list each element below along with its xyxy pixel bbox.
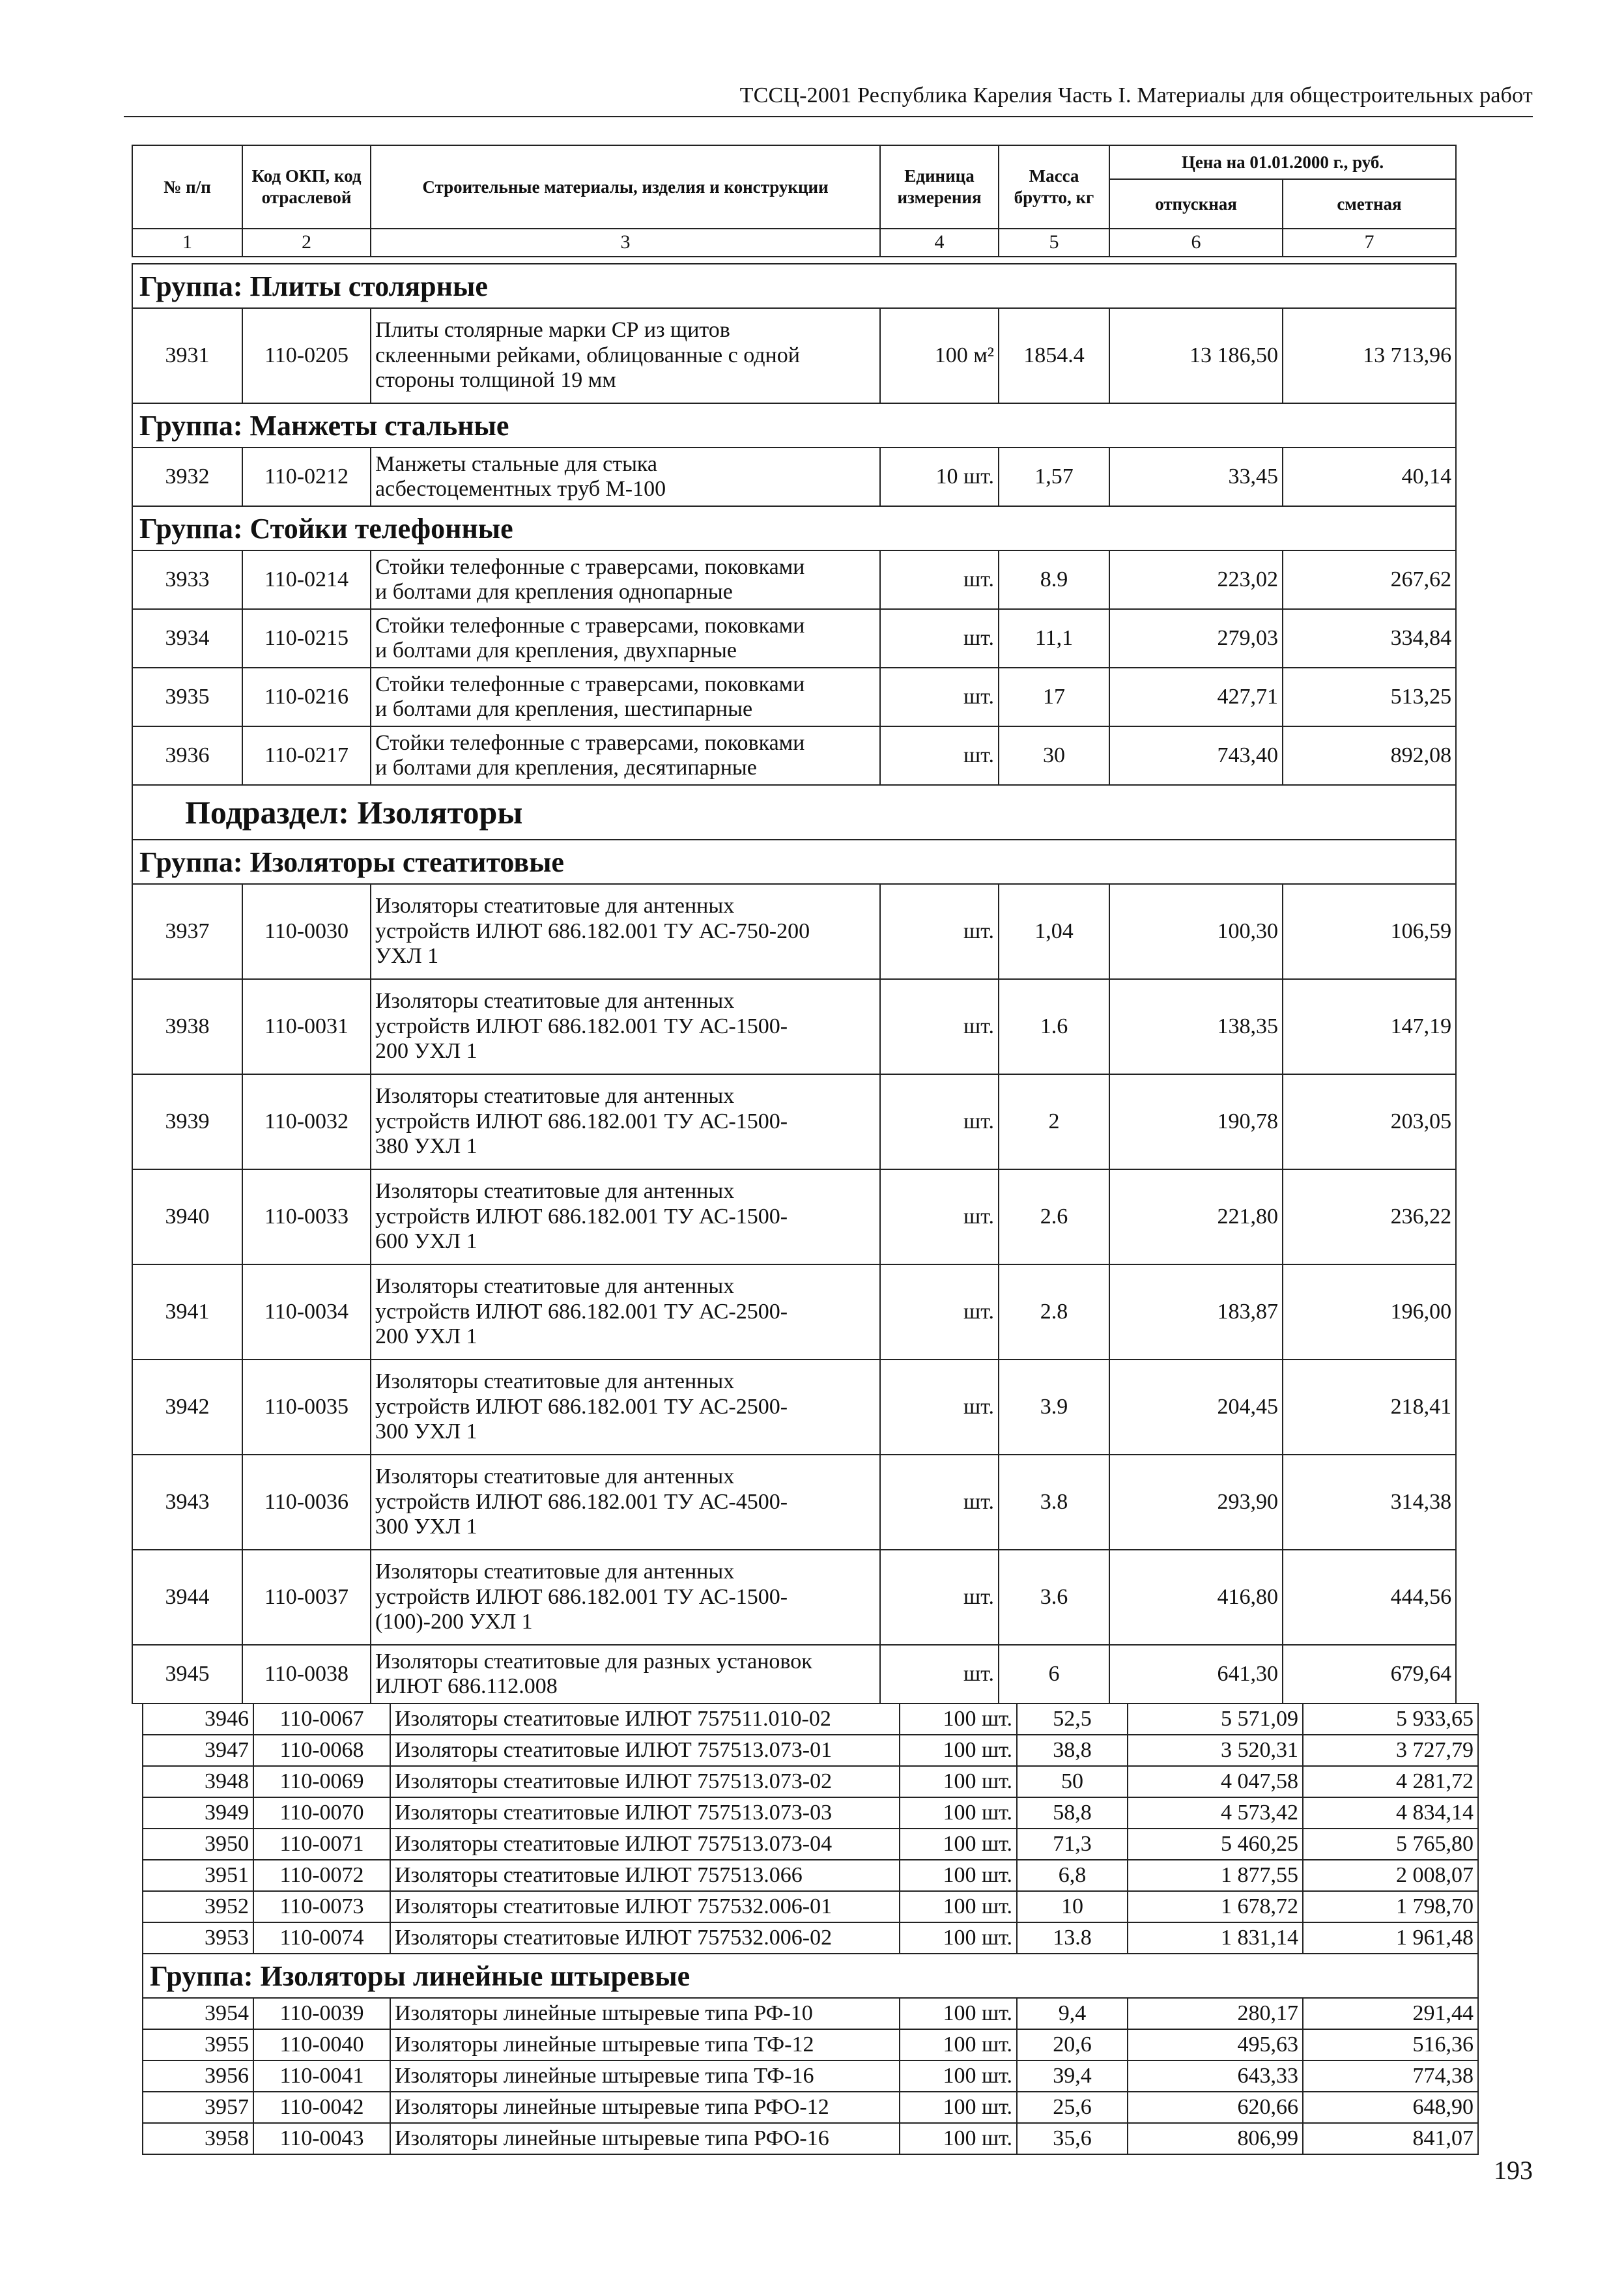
row-price-release: 641,30	[1109, 1645, 1283, 1703]
description-line: 380 УХЛ 1	[375, 1134, 477, 1159]
description-line: и болтами для крепления однопарные	[375, 580, 733, 604]
row-mass: 2	[999, 1074, 1109, 1169]
row-code: 110-0214	[242, 550, 371, 609]
row-unit: 100 шт.	[900, 1891, 1017, 1922]
row-description: Изоляторы стеатитовые ИЛЮТ 757511.010-02	[390, 1703, 900, 1735]
row-code: 110-0041	[253, 2060, 390, 2092]
row-code: 110-0072	[253, 1860, 390, 1891]
row-unit: шт.	[880, 979, 999, 1074]
table-row	[132, 1074, 1456, 1169]
row-price-estimate: 5 933,65	[1303, 1703, 1478, 1735]
table-row	[132, 726, 1456, 785]
row-mass: 17	[999, 668, 1109, 726]
col-header-n: № п/п	[132, 145, 242, 229]
table-row	[143, 2123, 1478, 2154]
row-code: 110-0038	[242, 1645, 371, 1703]
row-code: 110-0030	[242, 884, 371, 979]
row-description	[371, 1169, 880, 1264]
description-line: и болтами для крепления, десятипарные	[375, 756, 757, 780]
col-number: 4	[880, 229, 999, 257]
description-line: склеенными рейками, облицованные с одной	[375, 343, 800, 367]
row-number: 3939	[132, 1074, 242, 1169]
row-mass: 1.6	[999, 979, 1109, 1074]
row-mass: 13.8	[1017, 1922, 1128, 1954]
row-code: 110-0042	[253, 2092, 390, 2123]
row-number: 3932	[132, 448, 242, 506]
row-price-release: 279,03	[1109, 609, 1283, 668]
row-price-release: 100,30	[1109, 884, 1283, 979]
row-price-release: 416,80	[1109, 1550, 1283, 1645]
col-header-price-release: отпускная	[1109, 179, 1283, 229]
row-price-release: 1 831,14	[1128, 1922, 1303, 1954]
row-price-release: 138,35	[1109, 979, 1283, 1074]
row-price-release: 204,45	[1109, 1360, 1283, 1455]
row-code: 110-0039	[253, 1998, 390, 2029]
row-unit: 100 шт.	[900, 1735, 1017, 1766]
row-number: 3947	[143, 1735, 253, 1766]
col-header-price: Цена на 01.01.2000 г., руб.	[1109, 145, 1456, 179]
row-unit: 100 шт.	[900, 2092, 1017, 2123]
description-line: Плиты столярные марки СР из щитов	[375, 318, 730, 343]
table-row	[143, 1998, 1478, 2029]
row-price-estimate: 106,59	[1283, 884, 1456, 979]
row-mass: 8.9	[999, 550, 1109, 609]
row-code: 110-0074	[253, 1922, 390, 1954]
running-header: ТССЦ-2001 Республика Карелия Часть I. Материалы для общестроительных работ	[739, 83, 1533, 107]
row-price-estimate: 236,22	[1283, 1169, 1456, 1264]
description-line: устройств ИЛЮТ 686.182.001 ТУ АС-1500-	[375, 1204, 788, 1229]
row-number: 3948	[143, 1766, 253, 1797]
row-number: 3949	[143, 1797, 253, 1829]
row-number: 3931	[132, 308, 242, 403]
row-unit: шт.	[880, 726, 999, 785]
row-code: 110-0036	[242, 1455, 371, 1550]
row-price-release: 280,17	[1128, 1998, 1303, 2029]
row-price-estimate: 3 727,79	[1303, 1735, 1478, 1766]
row-code: 110-0067	[253, 1703, 390, 1735]
row-code: 110-0034	[242, 1264, 371, 1360]
row-price-release: 221,80	[1109, 1169, 1283, 1264]
table-row	[132, 1169, 1456, 1264]
description-line: 200 УХЛ 1	[375, 1039, 477, 1064]
row-unit: 100 шт.	[900, 1998, 1017, 2029]
description-line: Изоляторы стеатитовые для антенных	[375, 894, 735, 919]
row-price-estimate: 2 008,07	[1303, 1860, 1478, 1891]
table-row	[143, 2029, 1478, 2060]
row-number: 3958	[143, 2123, 253, 2154]
row-price-release: 643,33	[1128, 2060, 1303, 2092]
row-code: 110-0071	[253, 1829, 390, 1860]
row-price-release: 5 460,25	[1128, 1829, 1303, 1860]
row-price-release: 183,87	[1109, 1264, 1283, 1360]
description-line: устройств ИЛЮТ 686.182.001 ТУ АС-2500-	[375, 1394, 788, 1419]
row-description: Изоляторы стеатитовые ИЛЮТ 757513.073-01	[390, 1735, 900, 1766]
row-price-estimate: 1 961,48	[1303, 1922, 1478, 1954]
row-price-estimate: 147,19	[1283, 979, 1456, 1074]
row-description	[371, 1645, 880, 1703]
row-price-estimate: 444,56	[1283, 1550, 1456, 1645]
row-price-release: 13 186,50	[1109, 308, 1283, 403]
description-line: Изоляторы стеатитовые для антенных	[375, 1369, 735, 1394]
description-line: асбестоцементных труб М-100	[375, 477, 666, 501]
row-price-release: 4 047,58	[1128, 1766, 1303, 1797]
row-price-estimate: 13 713,96	[1283, 308, 1456, 403]
table-row	[143, 1766, 1478, 1797]
row-code: 110-0205	[242, 308, 371, 403]
row-price-release: 495,63	[1128, 2029, 1303, 2060]
row-unit: 100 шт.	[900, 1860, 1017, 1891]
row-unit: 100 шт.	[900, 1703, 1017, 1735]
row-mass: 30	[999, 726, 1109, 785]
row-code: 110-0035	[242, 1360, 371, 1455]
row-mass: 1,04	[999, 884, 1109, 979]
row-description	[371, 1550, 880, 1645]
row-code: 110-0037	[242, 1550, 371, 1645]
col-header-code: Код ОКП, код отраслевой	[242, 145, 371, 229]
description-line: Стойки телефонные с траверсами, поковками	[375, 613, 805, 638]
page-number: 193	[1494, 2156, 1533, 2185]
group-title-row	[132, 264, 1456, 308]
group-title-row	[132, 506, 1456, 550]
table-row	[143, 1922, 1478, 1954]
row-mass: 10	[1017, 1891, 1128, 1922]
row-price-release: 1 877,55	[1128, 1860, 1303, 1891]
row-number: 3955	[143, 2029, 253, 2060]
description-line: Стойки телефонные с траверсами, поковками	[375, 672, 805, 696]
table-row	[143, 1797, 1478, 1829]
row-description	[371, 308, 880, 403]
row-price-release: 806,99	[1128, 2123, 1303, 2154]
description-line: и болтами для крепления, шестипарные	[375, 697, 753, 721]
table-row	[132, 1550, 1456, 1645]
row-unit: 100 шт.	[900, 1922, 1017, 1954]
row-price-estimate: 5 765,80	[1303, 1829, 1478, 1860]
row-description	[371, 1360, 880, 1455]
row-unit: 100 м²	[880, 308, 999, 403]
row-description: Изоляторы линейные штыревые типа РФ-10	[390, 1998, 900, 2029]
row-number: 3940	[132, 1169, 242, 1264]
row-price-release: 1 678,72	[1128, 1891, 1303, 1922]
row-code: 110-0215	[242, 609, 371, 668]
row-price-estimate: 218,41	[1283, 1360, 1456, 1455]
row-price-release: 620,66	[1128, 2092, 1303, 2123]
row-number: 3950	[143, 1829, 253, 1860]
description-line: Стойки телефонные с траверсами, поковками	[375, 554, 805, 579]
description-line: устройств ИЛЮТ 686.182.001 ТУ АС-1500-	[375, 1584, 788, 1609]
table-row	[143, 1860, 1478, 1891]
price-table-lower	[142, 1703, 1479, 2155]
row-number: 3935	[132, 668, 242, 726]
row-price-estimate: 267,62	[1283, 550, 1456, 609]
description-line: Стойки телефонные с траверсами, поковками	[375, 730, 805, 755]
row-code: 110-0043	[253, 2123, 390, 2154]
row-description	[371, 448, 880, 506]
row-price-estimate: 679,64	[1283, 1645, 1456, 1703]
description-line: 600 УХЛ 1	[375, 1229, 477, 1254]
row-number: 3934	[132, 609, 242, 668]
row-code: 110-0217	[242, 726, 371, 785]
col-number: 1	[132, 229, 242, 257]
row-number: 3946	[143, 1703, 253, 1735]
table-row	[132, 1645, 1456, 1703]
row-code: 110-0031	[242, 979, 371, 1074]
row-mass: 9,4	[1017, 1998, 1128, 2029]
table-row	[132, 1455, 1456, 1550]
row-price-estimate: 4 834,14	[1303, 1797, 1478, 1829]
row-number: 3952	[143, 1891, 253, 1922]
row-mass: 3.8	[999, 1455, 1109, 1550]
row-unit: 100 шт.	[900, 2060, 1017, 2092]
row-code: 110-0040	[253, 2029, 390, 2060]
table-header	[132, 145, 1457, 257]
row-mass: 1,57	[999, 448, 1109, 506]
row-unit: шт.	[880, 668, 999, 726]
description-line: стороны толщиной 19 мм	[375, 368, 616, 393]
row-description: Изоляторы стеатитовые ИЛЮТ 757513.073-03	[390, 1797, 900, 1829]
row-price-estimate: 291,44	[1303, 1998, 1478, 2029]
row-unit: 100 шт.	[900, 1766, 1017, 1797]
table-row	[132, 979, 1456, 1074]
row-mass: 3.9	[999, 1360, 1109, 1455]
row-price-estimate: 314,38	[1283, 1455, 1456, 1550]
row-price-release: 4 573,42	[1128, 1797, 1303, 1829]
row-description: Изоляторы линейные штыревые типа РФО-12	[390, 2092, 900, 2123]
row-code: 110-0216	[242, 668, 371, 726]
row-unit: 100 шт.	[900, 2123, 1017, 2154]
row-description: Изоляторы стеатитовые ИЛЮТ 757532.006-01	[390, 1891, 900, 1922]
description-line: и болтами для крепления, двухпарные	[375, 638, 737, 663]
row-number: 3956	[143, 2060, 253, 2092]
row-unit: 100 шт.	[900, 1829, 1017, 1860]
group-title: Группа: Изоляторы линейные штыревые	[143, 1954, 1478, 1998]
row-description	[371, 550, 880, 609]
col-header-mass: Масса брутто, кг	[999, 145, 1109, 229]
row-unit: шт.	[880, 884, 999, 979]
table-row	[143, 1703, 1478, 1735]
col-header-price-estimate: сметная	[1283, 179, 1456, 229]
row-price-release: 3 520,31	[1128, 1735, 1303, 1766]
row-unit: 100 шт.	[900, 1797, 1017, 1829]
description-line: ИЛЮТ 686.112.008	[375, 1674, 558, 1698]
row-number: 3944	[132, 1550, 242, 1645]
row-mass: 2.8	[999, 1264, 1109, 1360]
description-line: устройств ИЛЮТ 686.182.001 ТУ АС-4500-	[375, 1489, 788, 1514]
row-code: 110-0068	[253, 1735, 390, 1766]
row-code: 110-0070	[253, 1797, 390, 1829]
row-description: Изоляторы линейные штыревые типа ТФ-12	[390, 2029, 900, 2060]
row-mass: 11,1	[999, 609, 1109, 668]
table-row	[132, 668, 1456, 726]
row-number: 3933	[132, 550, 242, 609]
table-row	[132, 609, 1456, 668]
row-code: 110-0073	[253, 1891, 390, 1922]
row-price-release: 223,02	[1109, 550, 1283, 609]
row-unit: шт.	[880, 1360, 999, 1455]
group-title-row	[132, 840, 1456, 884]
table-row	[143, 2092, 1478, 2123]
row-price-estimate: 892,08	[1283, 726, 1456, 785]
row-price-release: 427,71	[1109, 668, 1283, 726]
row-description	[371, 668, 880, 726]
col-number: 5	[999, 229, 1109, 257]
col-header-material: Строительные материалы, изделия и конструкции	[371, 145, 880, 229]
row-code: 110-0032	[242, 1074, 371, 1169]
row-mass: 1854.4	[999, 308, 1109, 403]
row-price-release: 743,40	[1109, 726, 1283, 785]
col-number: 6	[1109, 229, 1283, 257]
header-rule	[124, 116, 1533, 117]
description-line: Изоляторы стеатитовые для антенных	[375, 1274, 735, 1299]
table-row	[143, 2060, 1478, 2092]
row-mass: 39,4	[1017, 2060, 1128, 2092]
row-mass: 20,6	[1017, 2029, 1128, 2060]
group-title: Группа: Плиты столярные	[132, 264, 1456, 308]
row-mass: 6,8	[1017, 1860, 1128, 1891]
row-price-estimate: 203,05	[1283, 1074, 1456, 1169]
row-description: Изоляторы стеатитовые ИЛЮТ 757513.073-04	[390, 1829, 900, 1860]
description-line: 300 УХЛ 1	[375, 1419, 477, 1444]
row-unit: шт.	[880, 1074, 999, 1169]
description-line: Изоляторы стеатитовые для антенных	[375, 1560, 735, 1584]
table-row	[132, 550, 1456, 609]
row-number: 3937	[132, 884, 242, 979]
row-number: 3943	[132, 1455, 242, 1550]
description-line: Изоляторы стеатитовые для разных установок	[375, 1649, 812, 1674]
row-description	[371, 1264, 880, 1360]
row-unit: шт.	[880, 609, 999, 668]
row-description	[371, 726, 880, 785]
row-price-estimate: 196,00	[1283, 1264, 1456, 1360]
row-mass: 6	[999, 1645, 1109, 1703]
table-row	[143, 1735, 1478, 1766]
row-unit: 100 шт.	[900, 2029, 1017, 2060]
description-line: Изоляторы стеатитовые для антенных	[375, 1464, 735, 1489]
col-number: 7	[1283, 229, 1456, 257]
row-price-estimate: 4 281,72	[1303, 1766, 1478, 1797]
table-row	[132, 308, 1456, 403]
row-price-release: 190,78	[1109, 1074, 1283, 1169]
description-line: (100)-200 УХЛ 1	[375, 1610, 533, 1634]
description-line: устройств ИЛЮТ 686.182.001 ТУ АС-1500-	[375, 1014, 788, 1038]
subsection-title: Подраздел: Изоляторы	[132, 785, 1456, 840]
row-mass: 58,8	[1017, 1797, 1128, 1829]
description-line: Изоляторы стеатитовые для антенных	[375, 1179, 735, 1204]
row-description	[371, 1074, 880, 1169]
group-title-row	[132, 403, 1456, 448]
col-header-unit: Единица измерения	[880, 145, 999, 229]
row-price-release: 293,90	[1109, 1455, 1283, 1550]
row-mass: 52,5	[1017, 1703, 1128, 1735]
row-unit: шт.	[880, 1645, 999, 1703]
row-description: Изоляторы стеатитовые ИЛЮТ 757532.006-02	[390, 1922, 900, 1954]
row-price-release: 5 571,09	[1128, 1703, 1303, 1735]
row-price-estimate: 1 798,70	[1303, 1891, 1478, 1922]
group-title: Группа: Изоляторы стеатитовые	[132, 840, 1456, 884]
description-line: устройств ИЛЮТ 686.182.001 ТУ АС-1500-	[375, 1109, 788, 1133]
row-number: 3953	[143, 1922, 253, 1954]
row-price-release: 33,45	[1109, 448, 1283, 506]
row-description: Изоляторы стеатитовые ИЛЮТ 757513.066	[390, 1860, 900, 1891]
row-code: 110-0069	[253, 1766, 390, 1797]
table-row	[132, 884, 1456, 979]
description-line: устройств ИЛЮТ 686.182.001 ТУ АС-2500-	[375, 1299, 788, 1324]
row-number: 3945	[132, 1645, 242, 1703]
row-price-estimate: 334,84	[1283, 609, 1456, 668]
row-code: 110-0033	[242, 1169, 371, 1264]
description-line: УХЛ 1	[375, 944, 439, 969]
table-row	[132, 1360, 1456, 1455]
row-price-estimate: 774,38	[1303, 2060, 1478, 2092]
row-number: 3957	[143, 2092, 253, 2123]
row-mass: 2.6	[999, 1169, 1109, 1264]
row-price-estimate: 516,36	[1303, 2029, 1478, 2060]
row-mass: 50	[1017, 1766, 1128, 1797]
group-title: Группа: Стойки телефонные	[132, 506, 1456, 550]
row-unit: шт.	[880, 1264, 999, 1360]
row-number: 3936	[132, 726, 242, 785]
table-row	[132, 1264, 1456, 1360]
row-unit: шт.	[880, 1169, 999, 1264]
row-description	[371, 979, 880, 1074]
row-description: Изоляторы линейные штыревые типа РФО-16	[390, 2123, 900, 2154]
description-line: Манжеты стальные для стыка	[375, 451, 658, 476]
table-row	[143, 1829, 1478, 1860]
table-row	[143, 1891, 1478, 1922]
row-unit: шт.	[880, 1455, 999, 1550]
row-number: 3942	[132, 1360, 242, 1455]
row-description	[371, 609, 880, 668]
row-unit: 10 шт.	[880, 448, 999, 506]
row-number: 3951	[143, 1860, 253, 1891]
description-line: Изоляторы стеатитовые для антенных	[375, 989, 735, 1014]
row-description	[371, 884, 880, 979]
row-description	[371, 1455, 880, 1550]
description-line: 300 УХЛ 1	[375, 1515, 477, 1539]
row-number: 3941	[132, 1264, 242, 1360]
row-price-estimate: 648,90	[1303, 2092, 1478, 2123]
row-code: 110-0212	[242, 448, 371, 506]
row-mass: 71,3	[1017, 1829, 1128, 1860]
row-price-estimate: 513,25	[1283, 668, 1456, 726]
row-mass: 38,8	[1017, 1735, 1128, 1766]
description-line: 200 УХЛ 1	[375, 1324, 477, 1349]
table-row	[132, 448, 1456, 506]
col-number: 3	[371, 229, 880, 257]
row-price-estimate: 40,14	[1283, 448, 1456, 506]
row-price-estimate: 841,07	[1303, 2123, 1478, 2154]
row-mass: 35,6	[1017, 2123, 1128, 2154]
row-unit: шт.	[880, 1550, 999, 1645]
subsection-title-row	[132, 785, 1456, 840]
row-mass: 3.6	[999, 1550, 1109, 1645]
price-table-upper	[132, 263, 1457, 1704]
description-line: Изоляторы стеатитовые для антенных	[375, 1084, 735, 1109]
row-unit: шт.	[880, 550, 999, 609]
row-number: 3938	[132, 979, 242, 1074]
description-line: устройств ИЛЮТ 686.182.001 ТУ АС-750-200	[375, 919, 810, 943]
row-mass: 25,6	[1017, 2092, 1128, 2123]
row-description: Изоляторы стеатитовые ИЛЮТ 757513.073-02	[390, 1766, 900, 1797]
row-number: 3954	[143, 1998, 253, 2029]
col-number: 2	[242, 229, 371, 257]
group-title: Группа: Манжеты стальные	[132, 403, 1456, 448]
group-title-row	[143, 1954, 1478, 1998]
row-description: Изоляторы линейные штыревые типа ТФ-16	[390, 2060, 900, 2092]
